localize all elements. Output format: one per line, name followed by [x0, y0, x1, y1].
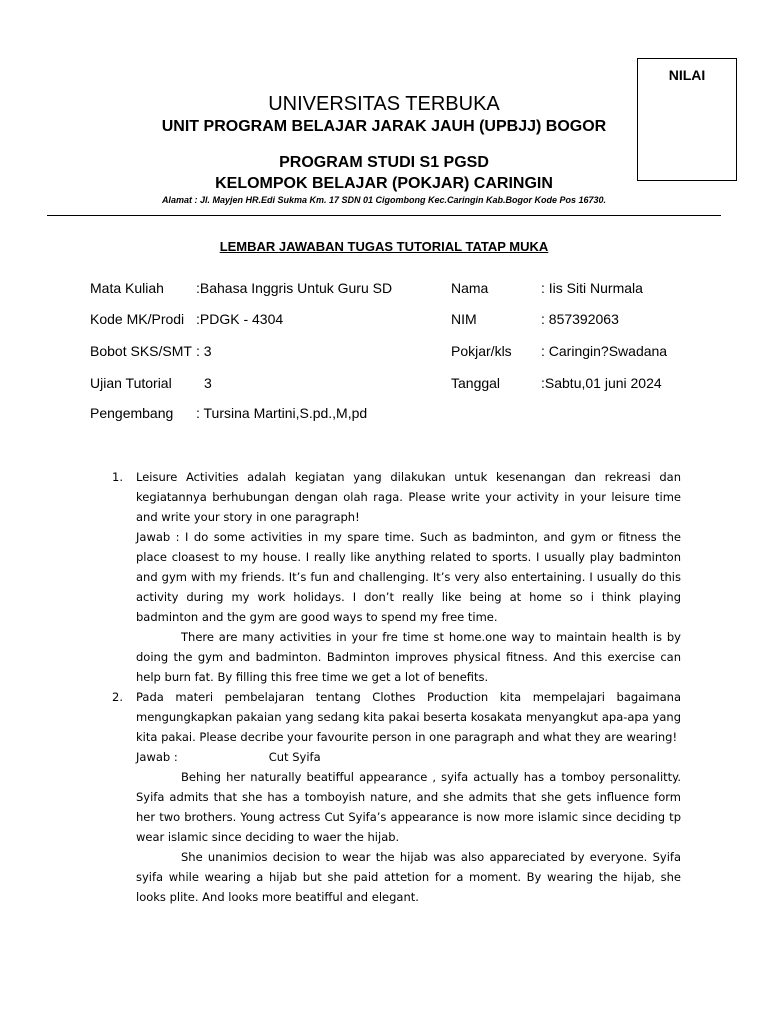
info-label-pokjar: Pokjar/kls	[451, 343, 512, 359]
info-value-ujian-tutorial: 3	[204, 375, 212, 391]
question-text: Leisure Activities adalah kegiatan yang dilakukan untuk kesenangan dan rekreasi dan kegiatannya berhubungan dengan olah raga. Please write your activity in your leisure time and write your story in one paragraph!	[136, 470, 681, 524]
info-value-pengembang: : Tursina Martini,S.pd.,M,pd	[196, 405, 368, 421]
info-label-mata-kuliah: Mata Kuliah	[90, 280, 164, 296]
unit-name: UNIT PROGRAM BELAJAR JARAK JAUH (UPBJJ) BOGOR	[161, 118, 607, 135]
info-label-tanggal: Tanggal	[451, 375, 501, 391]
nilai-label: NILAI	[668, 67, 706, 83]
info-label-nim: NIM	[451, 311, 477, 327]
info-label-bobot-sks: Bobot SKS/SMT	[90, 343, 192, 359]
info-value-kode-mk: :PDGK - 4304	[196, 311, 284, 327]
document-title: LEMBAR JAWABAN TUGAS TUTORIAL TATAP MUKA	[219, 239, 549, 254]
question-number: 2.	[112, 690, 123, 704]
answer-paragraph: Jawab : I do some activities in my spare time. Such as badminton, and gym or fitness the place cloasest to my house. I really like anything related to sports. I usually play badminton and gym with my friends. It’s fun and challenging. It’s very also entertaining. I usually do this activity during my work holidays. I don’t really like being at home so i think playing badminton and the gym are good ways to spend my free time.	[136, 530, 681, 624]
info-value-bobot-sks: : 3	[196, 343, 212, 359]
university-name: UNIVERSITAS TERBUKA	[268, 93, 500, 115]
answer-paragraph: There are many activities in your fre time st home.one way to maintain health is by doing the gym and badminton. Badminton improves physical fitness. And this exercise can help burn fat. By filling this free time we get a lot of benefits.	[136, 630, 681, 684]
header-divider	[47, 215, 721, 216]
kelompok-name: KELOMPOK BELAJAR (POKJAR) CARINGIN	[215, 175, 553, 192]
info-value-pokjar: : Caringin?Swadana	[541, 343, 668, 359]
info-label-nama: Nama	[451, 280, 489, 296]
address: Alamat : Jl. Mayjen HR.Edi Sukma Km. 17 SDN 01 Cigombong Kec.Caringin Kab.Bogor Kode Pos 16730.	[161, 195, 607, 205]
answer-label: Jawab :	[136, 750, 178, 764]
info-value-tanggal: :Sabtu,01 juni 2024	[541, 375, 662, 391]
question-list	[107, 467, 681, 907]
info-value-nama: : Iis Siti Nurmala	[541, 280, 643, 296]
info-label-kode-mk: Kode MK/Prodi	[90, 311, 185, 327]
answer-heading	[136, 747, 681, 767]
info-label-pengembang: Pengembang	[90, 405, 174, 421]
answer-paragraph: She unanimios decision to wear the hijab was also appareciated by everyone. Syifa syifa while wearing a hijab but she paid attetion for a moment. By wearing the hijab, she looks plite. And looks more beatifful and elegant.	[136, 850, 681, 904]
question-text: Pada materi pembelajaran tentang Clothes Production kita mempelajari bagaimana mengungkapkan pakaian yang sedang kita pakai beserta kosakata menyangkut apa-apa yang kita pakai. Please decribe your favourite person in one paragraph and what they are wearing!	[136, 690, 681, 744]
question-item-2	[107, 687, 681, 907]
program-name: PROGRAM STUDI S1 PGSD	[279, 154, 489, 171]
question-number: 1.	[112, 470, 123, 484]
info-value-nim: : 857392063	[541, 311, 619, 327]
question-item-1	[107, 467, 681, 687]
info-value-mata-kuliah: :Bahasa Inggris Untuk Guru SD	[196, 280, 393, 296]
answer-title: Cut Syifa	[268, 750, 321, 764]
answer-paragraph: Behing her naturally beatifful appearance , syifa actually has a tomboy personalitty. Syifa admits that she has a tomboyish nature, and she admits that she gets influence form her two brothers. Young actress Cut Syifa’s appearance is now more islamic since deciding tp wear islamic since deciding to waer the hijab.	[136, 770, 681, 844]
info-label-ujian-tutorial: Ujian Tutorial	[90, 375, 172, 391]
